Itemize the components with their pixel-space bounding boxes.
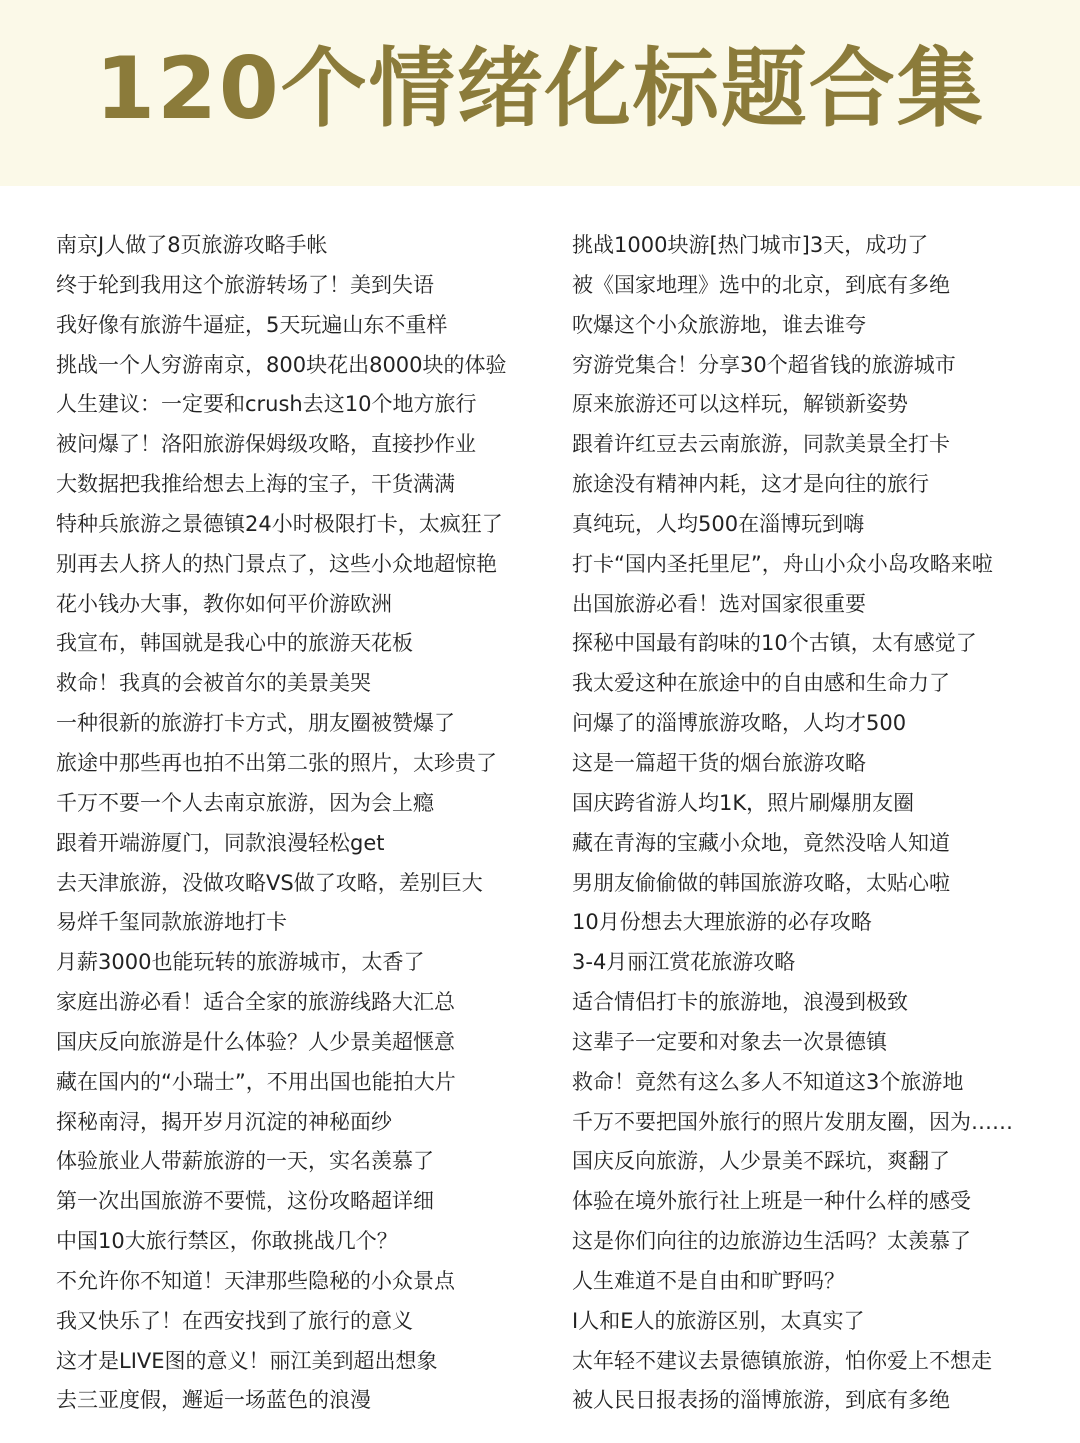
list-item: 月薪3000也能玩转的旅游城市，太香了: [56, 950, 425, 975]
list-item: 国庆反向旅游是什么体验？人少景美超惬意: [56, 1029, 455, 1054]
list-item: 挑战1000块游[热门城市]3天，成功了: [572, 233, 929, 257]
list-item: 这辈子一定要和对象去一次景德镇: [572, 1029, 887, 1054]
list-item: 旅途中那些再也拍不出第二张的照片，太珍贵了: [56, 750, 497, 775]
list-item: 被《国家地理》选中的北京，到底有多绝: [572, 272, 950, 297]
list-item: 不允许你不知道！天津那些隐秘的小众景点: [56, 1268, 455, 1293]
list-item: 去三亚度假，邂逅一场蓝色的浪漫: [56, 1388, 371, 1413]
list-item: 我好像有旅游牛逼症，5天玩遍山东不重样: [56, 312, 448, 337]
page-title: 120个情绪化标题合集: [95, 39, 985, 139]
list-item: 3-4月丽江赏花旅游攻略: [572, 950, 796, 975]
list-item: 适合情侣打卡的旅游地，浪漫到极致: [572, 990, 908, 1015]
list-item: 这才是LIVE图的意义！丽江美到超出想象: [56, 1348, 438, 1373]
list-item: 问爆了的淄博旅游攻略，人均才500: [572, 711, 907, 736]
list-item: 别再去人挤人的热门景点了，这些小众地超惊艳: [56, 551, 497, 576]
list-item: 千万不要把国外旅行的照片发朋友圈，因为……: [572, 1109, 1013, 1134]
list-item: 救命！竟然有这么多人不知道这3个旅游地: [572, 1069, 964, 1094]
list-item: 旅途没有精神内耗，这才是向往的旅行: [572, 472, 929, 497]
list-item: 这是一篇超干货的烟台旅游攻略: [572, 750, 866, 775]
list-item: 花小钱办大事，教你如何平价游欧洲: [56, 591, 392, 616]
list-item: 打卡“国内圣托里尼”，舟山小众小岛攻略来啦: [572, 551, 993, 576]
list-item: 10月份想去大理旅游的必存攻略: [572, 910, 872, 935]
list-item: 我宣布，韩国就是我心中的旅游天花板: [56, 631, 413, 656]
list-item: 跟着开端游厦门，同款浪漫轻松get: [56, 830, 385, 855]
list-item: 一种很新的旅游打卡方式，朋友圈被赞爆了: [56, 711, 455, 736]
list-item: 出国旅游必看！选对国家很重要: [572, 591, 866, 616]
list-item: 男朋友偷偷做的韩国旅游攻略，太贴心啦: [572, 870, 950, 895]
list-item: 跟着许红豆去云南旅游，同款美景全打卡: [572, 432, 950, 457]
list-item: 藏在国内的“小瑞士”，不用出国也能拍大片: [56, 1069, 456, 1094]
list-item: 被人民日报表扬的淄博旅游，到底有多绝: [572, 1388, 950, 1413]
list-item: 特种兵旅游之景德镇24小时极限打卡，太疯狂了: [56, 511, 503, 536]
list-item: 千万不要一个人去南京旅游，因为会上瘾: [56, 790, 434, 815]
right-column-list: [572, 226, 1072, 1421]
list-item: 被问爆了！洛阳旅游保姆级攻略，直接抄作业: [56, 432, 476, 457]
list-item: 挑战一个人穷游南京，800块花出8000块的体验: [56, 352, 507, 377]
list-item: 探秘南浔，揭开岁月沉淀的神秘面纱: [56, 1109, 392, 1134]
list-item: 体验在境外旅行社上班是一种什么样的感受: [572, 1189, 971, 1214]
list-item: 我太爱这种在旅途中的自由感和生命力了: [572, 671, 950, 696]
list-item: 国庆跨省游人均1K，照片刷爆朋友圈: [572, 790, 915, 815]
list-item: 太年轻不建议去景德镇旅游，怕你爱上不想走: [572, 1348, 992, 1373]
list-item: 中国10大旅行禁区，你敢挑战几个？: [56, 1229, 398, 1254]
list-item: 人生建议：一定要和crush去这10个地方旅行: [56, 392, 477, 417]
list-item: 南京J人做了8页旅游攻略手帐: [56, 233, 328, 257]
list-item: 第一次出国旅游不要慌，这份攻略超详细: [56, 1189, 434, 1214]
list-item: 藏在青海的宝藏小众地，竟然没啥人知道: [572, 830, 950, 855]
list-item: 体验旅业人带薪旅游的一天，实名羡慕了: [56, 1149, 434, 1174]
list-item: 这是你们向往的边旅游边生活吗？太羡慕了: [572, 1229, 971, 1254]
header-banner: [0, 0, 1080, 186]
list-item: 救命！我真的会被首尔的美景美哭: [56, 671, 371, 696]
list-item: 真纯玩，人均500在淄博玩到嗨: [572, 511, 865, 536]
left-column-list: [56, 226, 556, 1421]
list-item: 探秘中国最有韵味的10个古镇，太有感觉了: [572, 631, 977, 656]
list-item: 穷游党集合！分享30个超省钱的旅游城市: [572, 352, 956, 377]
list-item: 我又快乐了！在西安找到了旅行的意义: [56, 1308, 413, 1333]
list-item: 终于轮到我用这个旅游转场了！美到失语: [56, 272, 434, 297]
list-item: 家庭出游必看！适合全家的旅游线路大汇总: [56, 990, 455, 1015]
list-item: I人和E人的旅游区别，太真实了: [572, 1308, 865, 1333]
list-item: 去天津旅游，没做攻略VS做了攻略，差别巨大: [56, 870, 483, 895]
list-item: 原来旅游还可以这样玩，解锁新姿势: [572, 392, 908, 417]
list-item: 易烊千玺同款旅游地打卡: [56, 910, 287, 935]
title-list-area: [0, 186, 1080, 1443]
list-item: 大数据把我推给想去上海的宝子，干货满满: [56, 472, 455, 497]
list-item: 国庆反向旅游，人少景美不踩坑，爽翻了: [572, 1149, 950, 1174]
list-item: 吹爆这个小众旅游地，谁去谁夸: [572, 312, 866, 337]
list-item: 人生难道不是自由和旷野吗？: [572, 1268, 845, 1293]
